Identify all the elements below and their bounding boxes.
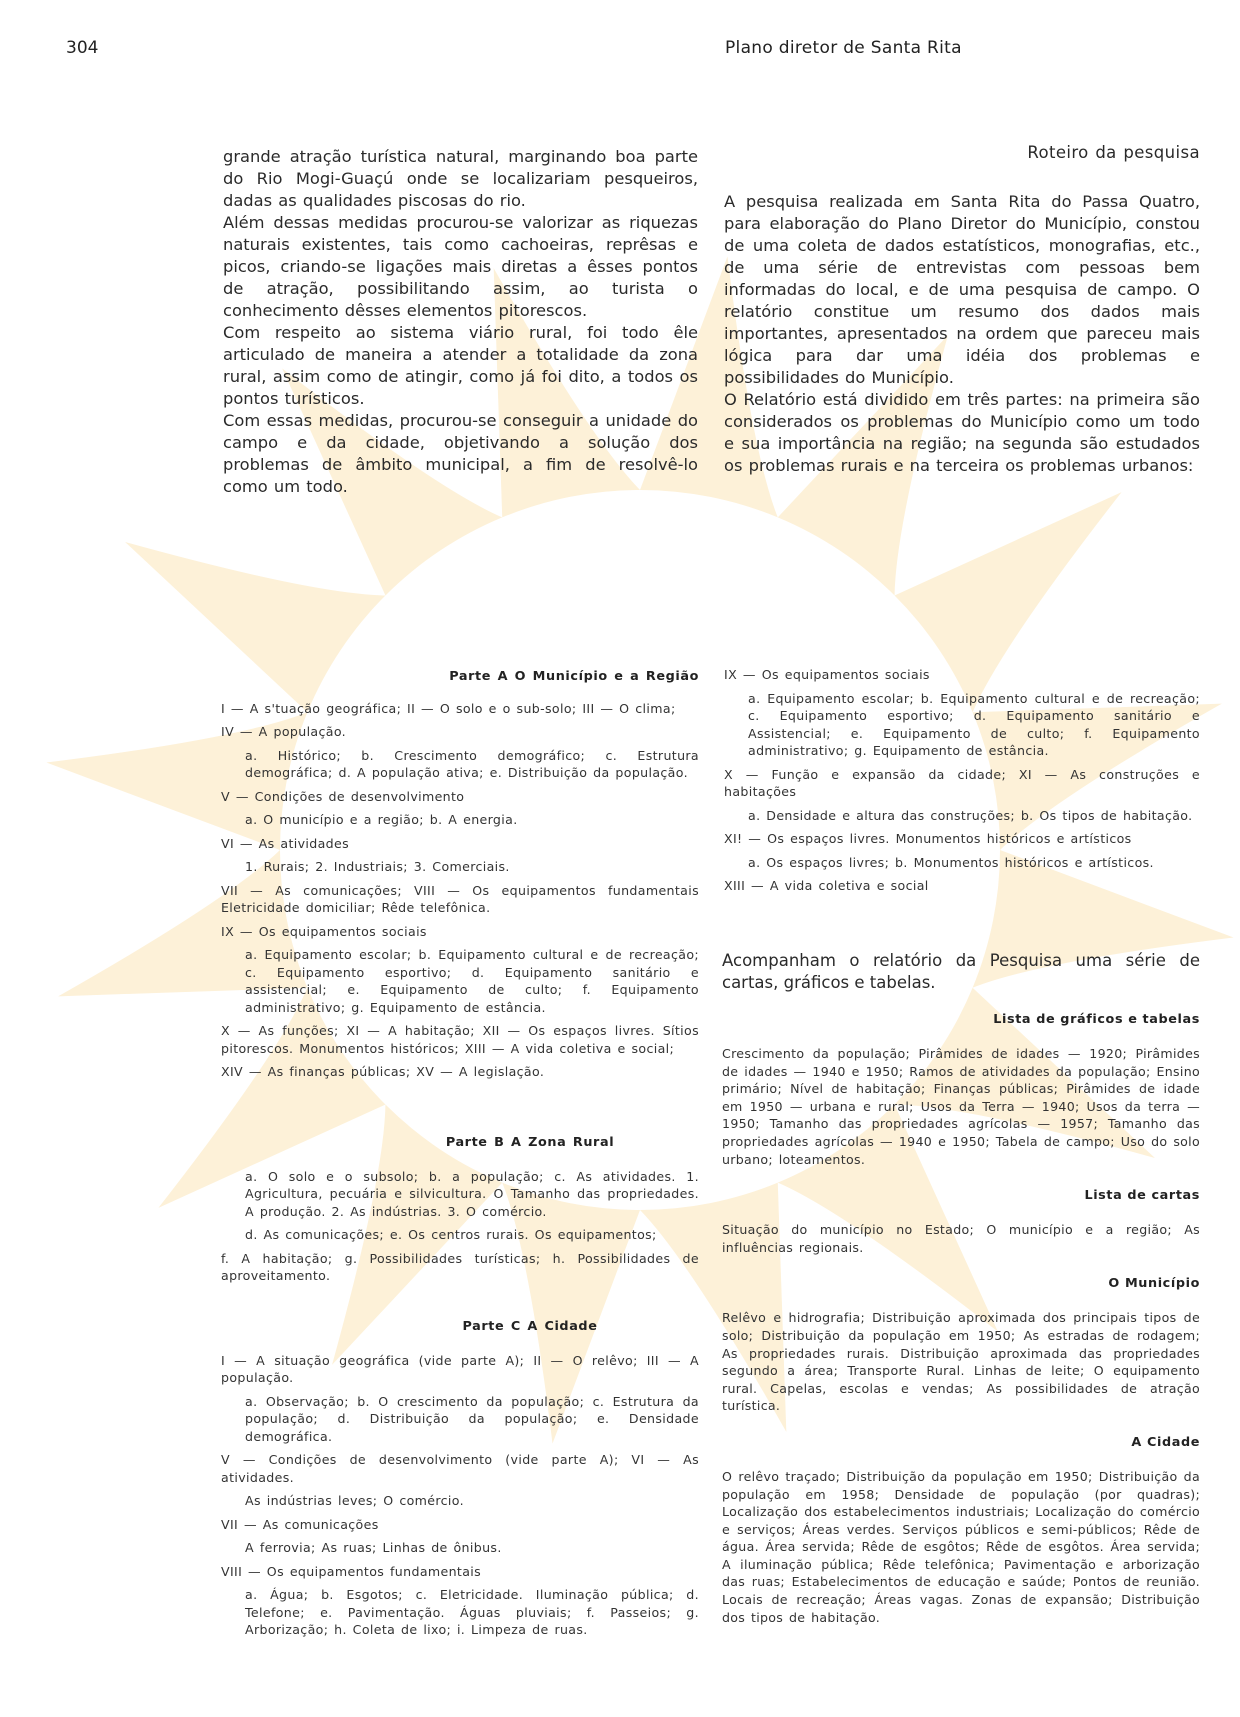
intro-left-column: [223, 146, 698, 498]
toc-item: I — A situação geográfica (vide parte A); II — O relêvo; III — A população.: [221, 1352, 699, 1385]
parte-a-heading: Parte A O Município e a Região: [449, 669, 699, 684]
toc-item: IX — Os equipamentos sociais: [724, 667, 930, 682]
list-body: O relêvo traçado; Distribuição da população em 1950; Distribuição da população em 1958; Densidade de população (por quadras); Localização dos estabelecimentos industriais; Localização do comércio e serviços; Áreas verdes. Serviços públicos e semi-públicos; Rêde de água. Área servida; Rêde de esgôtos; Rêde de esgôtos. Área servida; A iluminação pública; Rêde telefônica; Pavimentação e arborização das ruas; Estabelecimentos de educação e saúde; Pontos de reunião. Locais de recreação; Áreas vagas. Zonas de expansão; Distribuição dos tipos de habitação.: [722, 1468, 1200, 1625]
parte-a-items: [221, 700, 699, 1081]
parte-c-items: [221, 1352, 699, 1639]
toc-item: IV — A população.: [221, 724, 347, 739]
parte-b-heading: Parte B A Zona Rural: [445, 1135, 615, 1150]
list-heading: A Cidade: [1131, 1434, 1200, 1450]
parte-b-items: [221, 1168, 699, 1285]
parte-c-section: [221, 1318, 699, 1645]
toc-item: V — Condições de desenvolvimento: [221, 788, 465, 804]
paragraph: Com essas medidas, procurou-se conseguir a unidade do campo e da cidade, objetivando a solução dos problemas de âmbito municipal, a fim de resolvê-lo como um todo.: [223, 411, 698, 496]
list-heading: O Município: [1108, 1276, 1200, 1292]
toc-item: A ferrovia; As ruas; Linhas de ônibus.: [245, 1540, 502, 1555]
toc-item: As indústrias leves; O comércio.: [245, 1493, 464, 1508]
list-body: Situação do município no Estado; O município e a região; As influências regionais.: [722, 1222, 1200, 1255]
toc-item: a. Equipamento escolar; b. Equipamento cultural e de recreação; c. Equipamento esportivo; d. Equipamento sanitário e Assistencial; e. Equipamento de culto; f. Equipamento administrativo; g. Equipamento de estância.: [748, 690, 1200, 758]
parte-c-heading: Parte C A Cidade: [462, 1319, 598, 1334]
attachments-section: [722, 950, 1200, 1646]
toc-item: a. Água; b. Esgotos; c. Eletricidade. Iluminação pública; d. Telefone; e. Pavimentação. Águas pluviais; f. Passeios; g. Arborização; h. Coleta de lixo; i. Limpeza de ruas.: [245, 1587, 699, 1637]
toc-item: a. Equipamento escolar; b. Equipamento cultural e de recreação; c. Equipamento esportivo; d. Equipamento sanitário e assistencial; e. Equipamento de culto; f. Equipamento administrativo; g. Equipamento de estância.: [245, 947, 699, 1015]
toc-item: VII — As comunicações: [221, 1516, 379, 1532]
paragraph: grande atração turística natural, marginando boa parte do Rio Mogi-Guaçú onde se localizariam pesqueiros, dadas as qualidades piscosas do rio.: [223, 147, 698, 210]
toc-item: XI! — Os espaços livres. Monumentos históricos e artísticos: [724, 831, 1132, 846]
parte-a-section: [221, 668, 699, 1087]
page-number: 304: [66, 38, 99, 58]
roteiro-section: [724, 142, 1200, 477]
toc-item: VII — As comunicações; VIII — Os equipamentos fundamentais Eletricidade domiciliar; Rêde telefônica.: [221, 882, 699, 915]
parte-c-continued-items: [724, 666, 1200, 895]
toc-item: X — Função e expansão da cidade; XI — As construções e habitações: [724, 766, 1200, 799]
paragraph: Com respeito ao sistema viário rural, foi todo êle articulado de maneira a atender a totalidade da zona rural, assim como de atingir, como já foi dito, a todos os pontos turísticos.: [223, 323, 698, 408]
toc-item: a. O município e a região; b. A energia.: [245, 812, 518, 827]
paragraph: Além dessas medidas procurou-se valorizar as riquezas naturais existentes, tais como cachoeiras, reprêsas e picos, criando-se ligações mais diretas a êsses pontos de atração, possibilitando assim, ao turista o conhecimento dêsses elementos pitorescos.: [223, 213, 698, 320]
list-body: Relêvo e hidrografia; Distribuição aproximada dos principais tipos de solo; Distribuição da população em 1950; As estradas de rodagem; As propriedades rurais. Distribuição aproximada das propriedades segundo a área; Transporte Rural. Linhas de leite; O equipamento rural. Capelas, escolas e vendas; As possibilidades de atração turística.: [722, 1310, 1200, 1414]
toc-item: a. Os espaços livres; b. Monumentos históricos e artísticos.: [748, 854, 1154, 870]
toc-item: IX — Os equipamentos sociais: [221, 923, 427, 939]
list-heading: Lista de cartas: [1084, 1188, 1200, 1204]
toc-item: 1. Rurais; 2. Industriais; 3. Comerciais.: [245, 859, 510, 874]
parte-c-continued: [724, 666, 1200, 901]
toc-item: V — Condições de desenvolvimento (vide parte A); VI — As atividades.: [221, 1452, 699, 1485]
toc-item: a. O solo e o subsolo; b. a população; c. As atividades. 1. Agricultura, pecuária e silvicultura. O Tamanho das propriedades. A produção. 2. As indústrias. 3. O comércio.: [245, 1168, 699, 1219]
parte-b-section: [221, 1134, 699, 1291]
toc-item: VI — As atividades: [221, 835, 350, 851]
toc-item: a. Histórico; b. Crescimento demográfico; c. Estrutura demográfica; d. A população ativa; e. Distribuição da população.: [245, 747, 699, 780]
section-heading: Roteiro da pesquisa: [1027, 143, 1200, 162]
list-body: Crescimento da população; Pirâmides de idades — 1920; Pirâmides de idades — 1940 e 1950; Ramos de atividades da população; Ensino primário; Nível de habitação; Finanças públicas; Pirâmides de idade em 1950 — urbana e rural; Usos da Terra — 1940; Usos da terra — 1950; Tamanho das propriedades agrícolas — 1957; Tamanho das propriedades agrícolas — 1940 e 1950; Tabela de campo; Uso do solo urbano; loteamentos.: [722, 1046, 1200, 1167]
toc-item: a. Densidade e altura das construções; b. Os tipos de habitação.: [748, 807, 1193, 823]
toc-item: a. Observação; b. O crescimento da população; c. Estrutura da população; d. Distribuição da população; e. Densidade demográfica.: [245, 1393, 699, 1444]
toc-item: XIII — A vida coletiva e social: [724, 878, 929, 893]
paragraph: O Relatório está dividido em três partes: na primeira são considerados os problemas do Município como um todo e sua importância na região; na segunda são estudados os problemas rurais e na terceira os problemas urbanos:: [724, 390, 1200, 475]
toc-item: f. A habitação; g. Possibilidades turísticas; h. Possibilidades de aproveitamento.: [221, 1250, 699, 1283]
running-title: Plano diretor de Santa Rita: [725, 38, 962, 58]
toc-item: X — As funções; XI — A habitação; XII — Os espaços livres. Sítios pitorescos. Monumentos históricos; XIII — A vida coletiva e social;: [221, 1023, 699, 1056]
paragraph: A pesquisa realizada em Santa Rita do Passa Quatro, para elaboração do Plano Diretor do Município, constou de uma coleta de dados estatísticos, monografias, etc., de uma série de entrevistas com pessoas bem informadas do local, e de uma pesquisa de campo. O relatório constitue um resumo dos dados mais importantes, apresentados na ordem que pareceu mais lógica para dar uma idéia dos problemas e possibilidades do Município.: [724, 192, 1200, 387]
attachments-intro: Acompanham o relatório da Pesquisa uma série de cartas, gráficos e tabelas.: [722, 951, 1200, 992]
toc-item: d. As comunicações; e. Os centros rurais. Os equipamentos;: [245, 1227, 657, 1242]
toc-item: XIV — As finanças públicas; XV — A legislação.: [221, 1064, 545, 1079]
toc-item: I — A s'tuação geográfica; II — O solo e o sub-solo; III — O clima;: [221, 700, 676, 716]
list-heading: Lista de gráficos e tabelas: [993, 1012, 1200, 1027]
toc-item: VIII — Os equipamentos fundamentais: [221, 1563, 482, 1579]
